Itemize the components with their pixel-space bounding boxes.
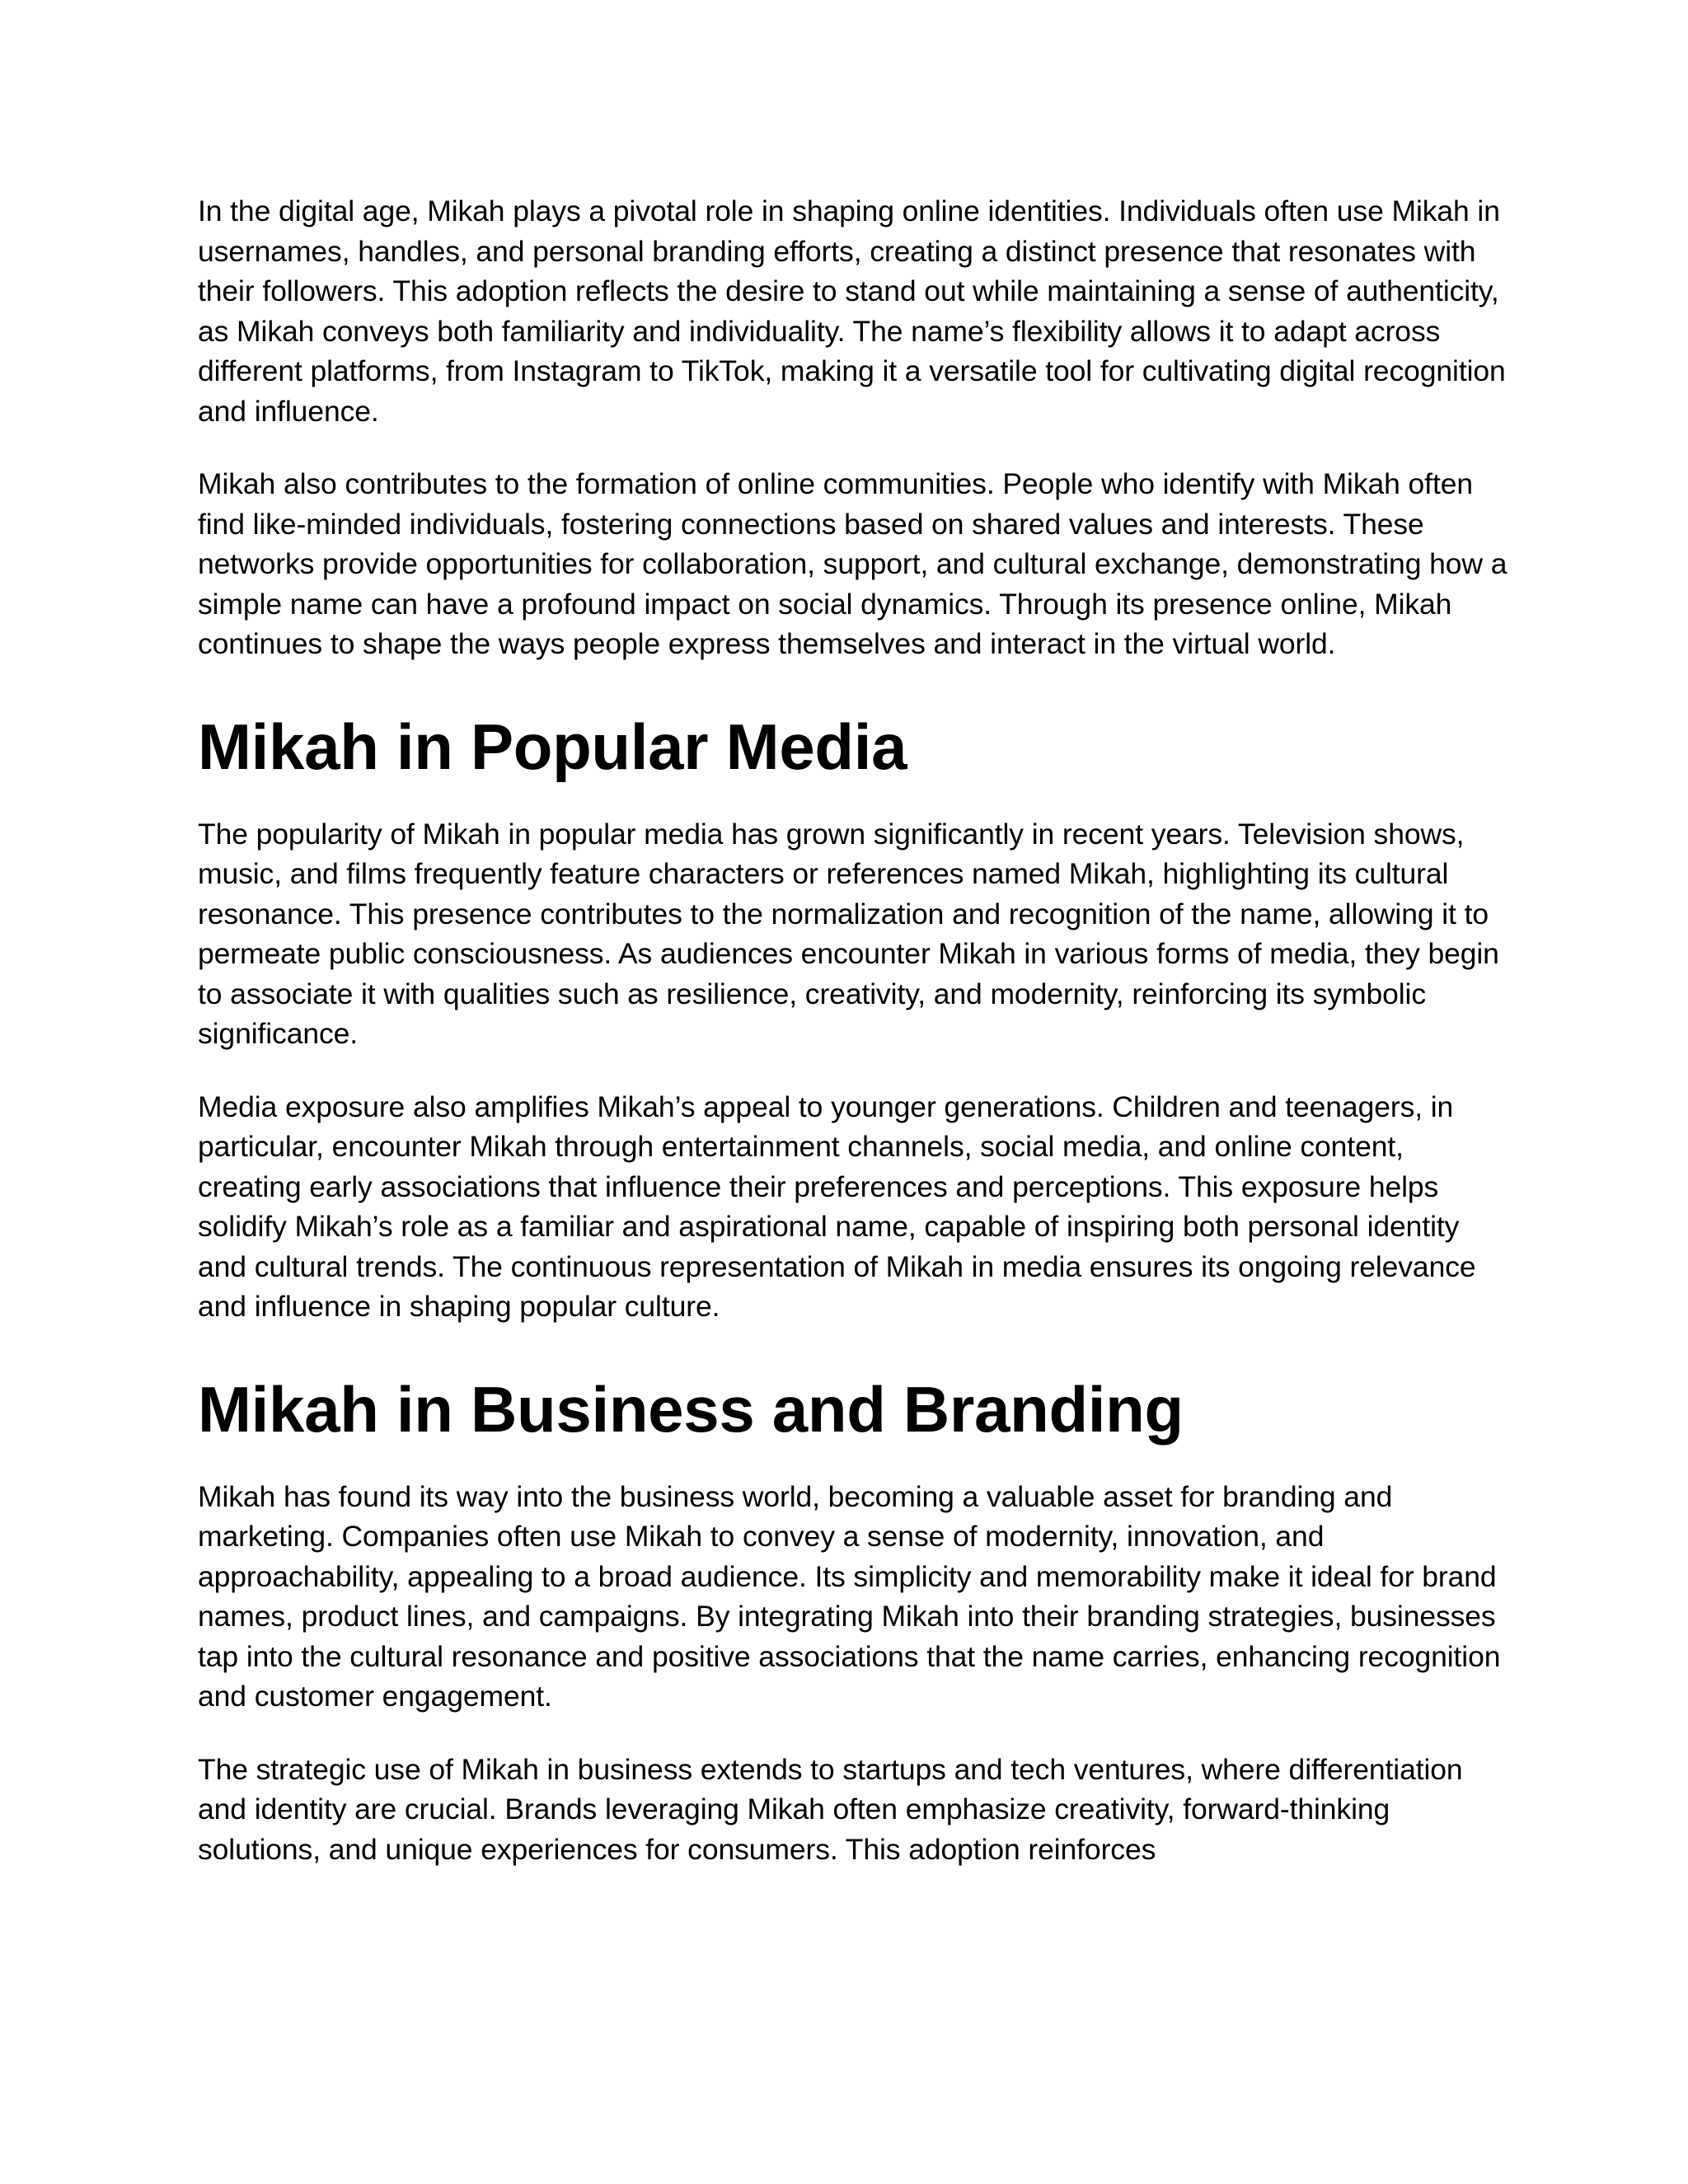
paragraph-business-world: Mikah has found its way into the business world, becoming a valuable asset for branding and marketing. Companies often use Mikah to convey a sense of modernity, innovation, and approachability, appealing to a broad audience. Its simplicity and memorability make it ideal for brand names, product lines, and campaigns. By integrating Mikah into their branding strategies, businesses tap into the cultural resonance and positive associations that the name carries, enhancing recognition and customer engagement. xyxy=(198,1479,1501,1713)
heading-popular-media: Mikah in Popular Media xyxy=(198,710,907,783)
heading-business-branding: Mikah in Business and Branding xyxy=(198,1372,1184,1446)
paragraph-media-popularity: The popularity of Mikah in popular media has grown significantly in recent years. Television shows, music, and films frequently feature characters or references named Mikah, highlighting its cultural resonance. This presence contributes to the normalization and recognition of the name, allowing it to permeate public consciousness. As audiences encounter Mikah in various forms of media, they begin to associate it with qualities such as resilience, creativity, and modernity, reinforcing its symbolic significance. xyxy=(198,817,1499,1050)
paragraph-digital-identity: In the digital age, Mikah plays a pivotal role in shaping online identities. Individuals often use Mikah in usernames, handles, and personal branding efforts, creating a distinct presence that resonates with their followers. This adoption reflects the desire to stand out while maintaining a sense of authenticity, as Mikah conveys both familiarity and individuality. The name’s flexibility allows it to adapt across different platforms, from Instagram to TikTok, making it a versatile tool for cultivating digital recognition and influence. xyxy=(198,194,1506,428)
paragraph-online-communities: Mikah also contributes to the formation of online communities. People who identify with Mikah often find like-minded individuals, fostering connections based on shared values and interests. These networks provide opportunities for collaboration, support, and cultural exchange, demonstrating how a simple name can have a profound impact on social dynamics. Through its presence online, Mikah continues to shape the ways people express themselves and interact in the virtual world. xyxy=(198,467,1507,660)
document-body xyxy=(198,191,1508,1902)
paragraph-media-exposure: Media exposure also amplifies Mikah’s appeal to younger generations. Children and teenagers, in particular, encounter Mikah through entertainment channels, social media, and online content, creating early associations that influence their preferences and perceptions. This exposure helps solidify Mikah’s role as a familiar and aspirational name, capable of inspiring both personal identity and cultural trends. The continuous representation of Mikah in media ensures its ongoing relevance and influence in shaping popular culture. xyxy=(198,1090,1476,1323)
paragraph-strategic-use: The strategic use of Mikah in business extends to startups and tech ventures, where differentiation and identity are crucial. Brands leveraging Mikah often emphasize creativity, forward-thinking solutions, and unique experiences for consumers. This adoption reinforces xyxy=(198,1752,1463,1866)
